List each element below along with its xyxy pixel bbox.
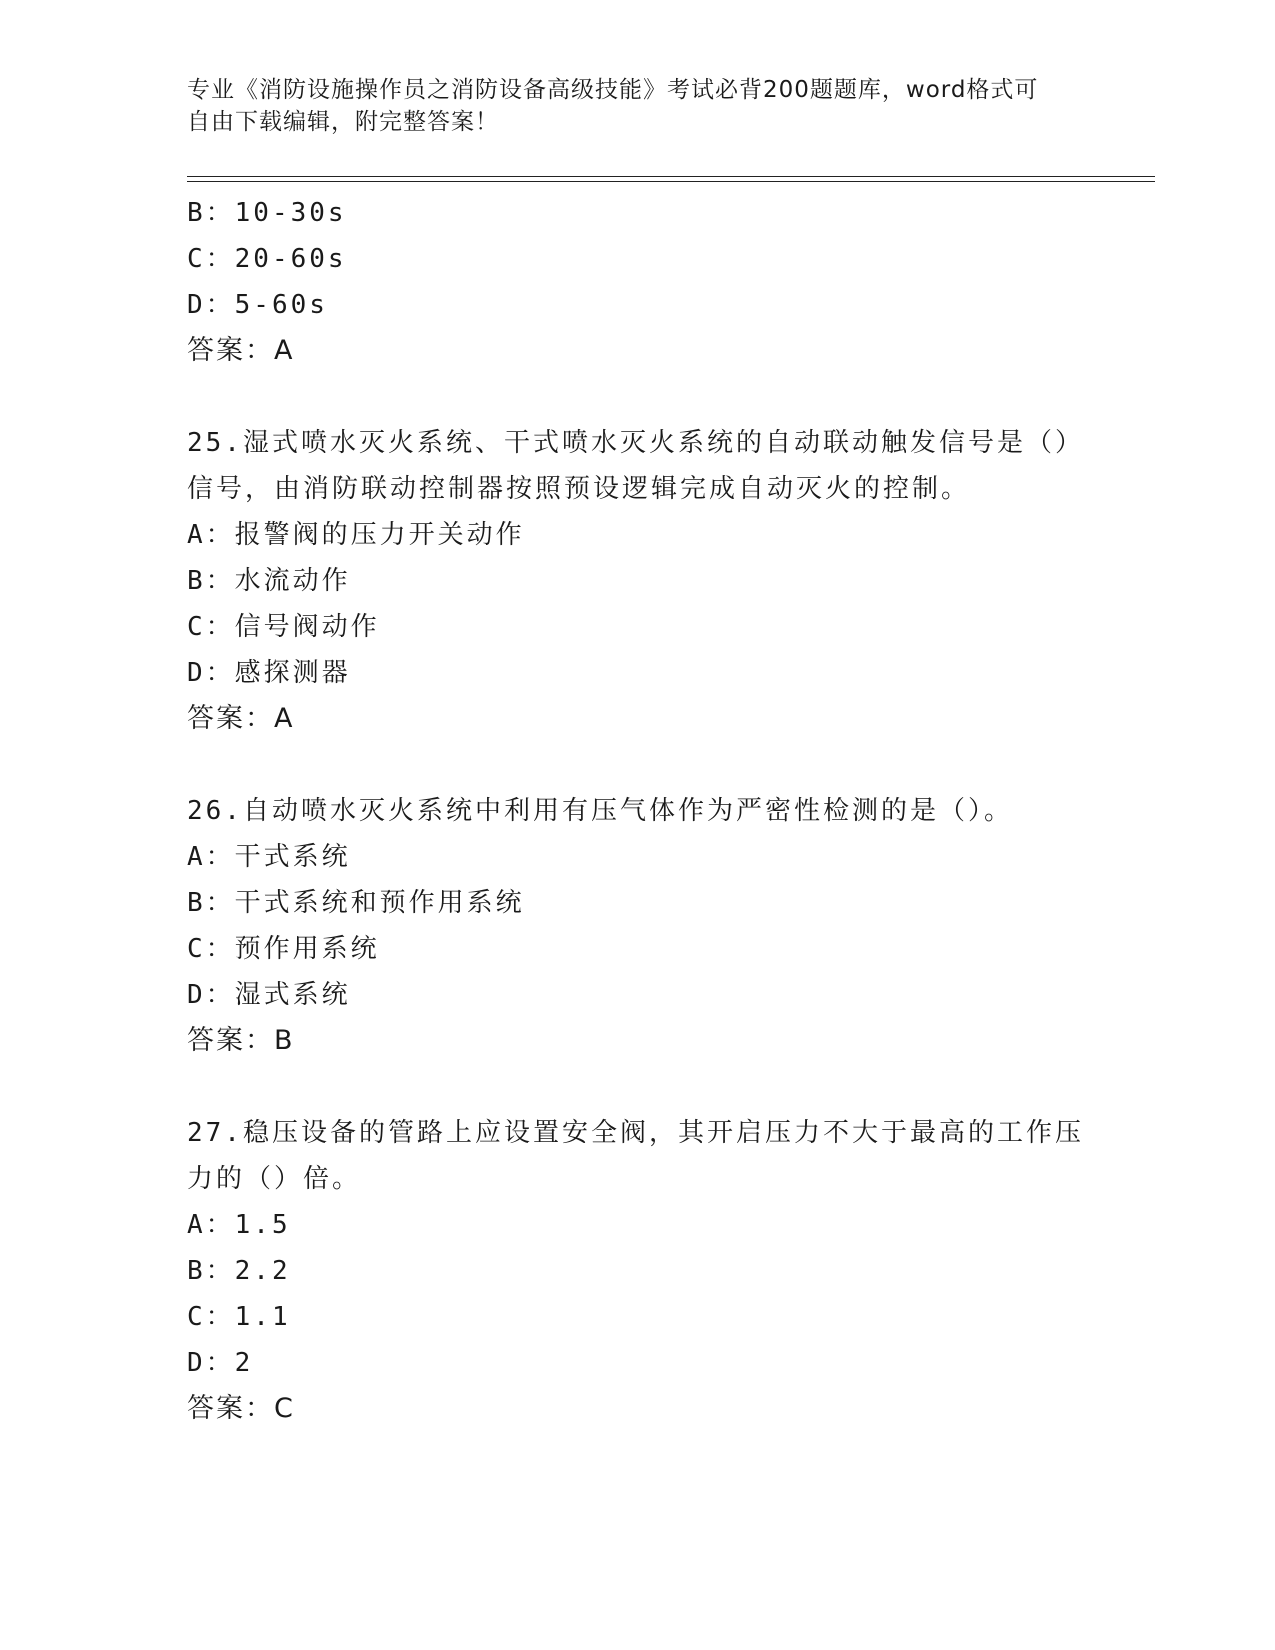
answer-line: 答案：C — [187, 1393, 295, 1424]
option-a: A：1.5 — [187, 1210, 291, 1240]
question-text-line-2: 信号，由消防联动控制器按照预设逻辑完成自动灭火的控制。 — [187, 474, 971, 504]
header-title-line-2: 自由下载编辑，附完整答案！ — [187, 109, 499, 135]
question-text-line-1: 27.稳压设备的管路上应设置安全阀，其开启压力不大于最高的工作压 — [187, 1118, 1084, 1148]
option-d: D：感探测器 — [187, 658, 351, 688]
spacer — [187, 1064, 1087, 1110]
option-c: C：信号阀动作 — [187, 612, 380, 642]
question-26 — [187, 788, 1087, 1064]
header-title-line-1: 专业《消防设施操作员之消防设备高级技能》考试必背200题题库，word格式可 — [187, 77, 1039, 103]
answer-line: 答案：B — [187, 1025, 295, 1056]
option-b: B：水流动作 — [187, 566, 351, 596]
option-c: C：20-60s — [187, 244, 347, 274]
answer-line: 答案：A — [187, 703, 295, 734]
question-list — [187, 190, 1087, 1432]
question-text-line-1: 26.自动喷水灭火系统中利用有压气体作为严密性检测的是（）。 — [187, 796, 1013, 826]
option-d: D：湿式系统 — [187, 980, 351, 1010]
option-b: B：2.2 — [187, 1256, 291, 1286]
option-b: B：干式系统和预作用系统 — [187, 888, 525, 918]
option-d: D：2 — [187, 1348, 254, 1378]
document-header — [187, 74, 1067, 138]
spacer — [187, 374, 1087, 420]
question-text-line-1: 25.湿式喷水灭火系统、干式喷水灭火系统的自动联动触发信号是（） — [187, 428, 1084, 458]
option-c: C：1.1 — [187, 1302, 291, 1332]
spacer — [187, 742, 1087, 788]
option-c: C：预作用系统 — [187, 934, 380, 964]
question-text-line-2: 力的（）倍。 — [187, 1164, 362, 1194]
option-a: A：报警阀的压力开关动作 — [187, 520, 525, 550]
header-divider-bottom — [187, 181, 1155, 182]
answer-line: 答案：A — [187, 335, 295, 366]
option-b: B：10-30s — [187, 198, 347, 228]
option-a: A：干式系统 — [187, 842, 351, 872]
header-divider-top — [187, 176, 1155, 177]
question-25 — [187, 420, 1087, 742]
question-27 — [187, 1110, 1087, 1432]
question-24-continued — [187, 190, 1087, 374]
option-d: D：5-60s — [187, 290, 328, 320]
